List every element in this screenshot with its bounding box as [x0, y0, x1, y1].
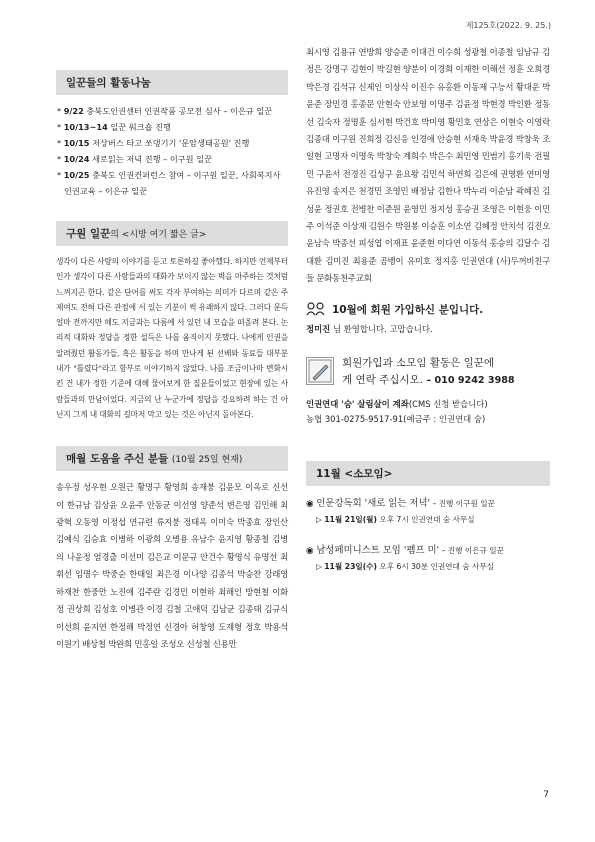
phone-number: – 010 9242 3988 — [423, 374, 515, 386]
note-pencil-icon — [306, 357, 334, 385]
triangle-icon: ▷ — [316, 561, 322, 571]
activity-item: * 10/15 저상버스 타고 쏘댕기기 '문암생태공원' 진행 — [57, 138, 250, 148]
activities-section — [56, 70, 288, 199]
contact-text: 회원가입과 소모임 활동은 일꾼에 게 연락 주십시오. – 010 9242 3988 — [342, 356, 515, 386]
essay-body: 생각이 다른 사람의 이야기를 듣고 토론하길 좋아했다. 하지만 언제부터인가 생각이 다른 사람들과의 대화가 보이지 않는 벽을 마주하는 것처럼 느껴지곤 한다. 같은 단어를 써도 각자 부여하는 의미가 다르며 같은 주제여도 전혀 다른 관점에 서 있는 기분이 썩 유쾌하지 않다. 그러다 문득 얼마 전까지만 해도 지금과는 다름에 서 있던 내 모습을 떠올려 본다. 논리적 대화와 정답을 정한 설득은 나를 움직이지 못했다. 나에게 인권을 알려줬던 활동가들, 혹은 활동을 하며 만나게 된 선배와 동료들 대부분 내가 "틀렸다"라고 함부로 이야기하지 않았다. 나를 조금이나마 변화시킨 건 내가 정한 기준에 대해 물어보게 한 질문들이었고 현장에 있는 사람들과의 만남이었다. 지금의 난 누군가에 정답을 강요하려 하는 건 아닌지 그게 내 대화의 길마저 막고 있는 것은 아닌지 돌아본다. — [56, 257, 288, 419]
welcome-line: 정미진 님 환영합니다. 고맙습니다. — [306, 323, 433, 334]
meeting-item: ◉ 인문강독회 '새로 읽는 저녁' – 진행 이구원 일꾼 ▷ 11월 21일(월) 오후 7시 인권연대 숨 사무실 — [306, 497, 495, 524]
welcome-title: 10월에 회원 가입하신 분입니다. — [306, 302, 550, 317]
activities-list — [56, 103, 288, 199]
donor-names-right: 최시영 김용규 연방희 양승준 이대건 이수희 성광철 이종철 임남규 김정은 강명구 김현이 박길현 양분이 이경희 이재한 이해선 정훈 오희경 박은경 김석규 신제인 이상식 이진수 유홍환 이동제 구능서 황대운 박윤준 장민경 홍종문 안현숙 안보영 이명주 김윤정 박현경 박인환 정동선 김숙자 정명훈 심서현 박건호 박미영 황민호 연상은 이현숙 이영락 김종대 이구원 진희정 김신응 인경애 안승현 서재욱 박윤경 박창욱 조일현 고명자 이명욱 박창숙 계희수 박은수 최민영 민범기 홍기욱 전필민 구윤서 전경진 김성구 윤요왕 김민석 하연희 김은애 권영환 연미영 유진영 송지은 천경민 조영민 배정남 김한나 박누리 이순남 곽혜진 김성윤 정권호 전병찬 이준원 윤영민 정지성 홍승권 조영은 이현웅 이민주 이석준 이상재 김원수 박원봉 이승훈 이소연 김혜정 안치석 김진오 윤남숙 박종선 피성엽 이재표 윤준현 이다연 이동석 홍승의 김달수 김대환 김미진 최용준 곰뱅이 유미호 정지홍 인권연대 (사)두꺼비친구들 문화동천주교회 — [306, 47, 550, 284]
target-bullet-icon: ◉ — [306, 545, 314, 556]
triangle-icon: ▷ — [316, 514, 322, 524]
meetings-heading: 11월 <소모임> — [306, 461, 550, 486]
welcome-section — [306, 302, 550, 335]
activity-item: * 9/22 충북도인권센터 인권작품 공모전 심사 – 이은규 일꾼 — [57, 106, 273, 116]
donor-names-left: 송우정 성우현 오원근 황명구 황영희 송재붕 김윤모 이옥로 신선이 한규남 김상윤 오윤주 안동균 이선영 양준석 변은영 김민해 최광혁 오동영 이정섭 연규련 류지붕 정태옥 이미숙 박종효 장인산 김예식 김승효 이병하 이광희 오병용 유남수 윤지영 황종철 김병의 나윤정 엄경출 이선미 김은교 이문규 안건수 황명식 유명선 최휘선 임명수 박중순 한태일 최은경 이나양 김종석 박승찬 강래영 하재찬 한중만 노진애 김주란 김경민 이현하 최해인 방현철 이화정 권상희 김성호 이병관 이경 김철 고애덕 김남균 김종태 김규식 이선희 윤지연 한정해 박정연 신경아 허창영 도재형 정호 박용석 이원기 배상철 박완희 민홍일 조성오 신성철 신용만 — [56, 482, 288, 649]
account-info: 인권연대 '숨' 살림살이 계좌(CMS 신청 받습니다) 농협 301-0275-9517-91(예금주 : 인권연대 숨) — [306, 398, 488, 424]
meeting-item: ◉ 남성페미니스트 모임 '펨프 미' – 진행 이은규 일꾼 ▷ 11월 23일(수) 오후 6시 30분 인권연대 숨 사무실 — [306, 544, 504, 571]
target-bullet-icon: ◉ — [306, 498, 314, 509]
right-column — [306, 44, 550, 574]
activity-item: * 10/13~14 일꾼 워크숍 진행 — [57, 122, 171, 132]
donors-heading: 매월 도움을 주신 분들 (10월 25일 현재) — [56, 446, 288, 471]
essay-heading: 구원 일꾼의 <시방 여기 짧은 글> — [56, 221, 288, 246]
contact-section — [306, 355, 550, 389]
donors-section — [56, 446, 288, 653]
activity-item: * 10/24 새로읽는 저녁 진행 – 이구원 일꾼 — [57, 154, 213, 164]
page-number: 7 — [543, 790, 549, 800]
people-icon — [306, 302, 326, 316]
activities-heading: 일꾼들의 활동나눔 — [56, 70, 288, 95]
issue-number: 제125호(2022. 9. 25.) — [465, 21, 551, 30]
activity-item: * 10/25 충북도 인권컨퍼런스 참여 – 이구원 일꾼, 사회복지사 인권교육 – 이은규 일꾼 — [57, 170, 281, 196]
essay-section — [56, 221, 288, 422]
left-column — [56, 70, 288, 653]
